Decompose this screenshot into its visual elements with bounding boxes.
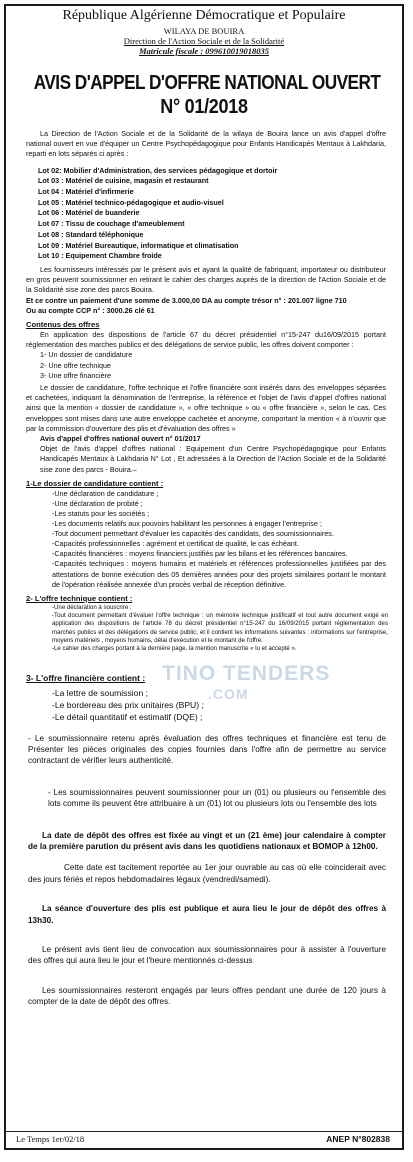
direction-name: Direction de l'Action Sociale et de la Solidarité: [123, 36, 285, 46]
lot-item: Lot 09 : Matériel Bureautique, informatique et climatisation: [38, 240, 239, 250]
suppliers-paragraph: Les fournisseurs intéressés par le présent avis et ayant la qualité de fabriquant, importateur ou distributeur en gros peuvent soumissionner en retirant le cahier des charges auprès de la direction de l'Action Sociale et de la Solidarité sise zone des parcs Bouira.: [26, 264, 386, 295]
postponement-paragraph: Cette date est tacitement reportée au 1er jour ouvrable au cas où elle coinciderait avec des jours fériés et repos hebdomadaires légaux (vendredi/samedi).: [28, 863, 386, 884]
newspaper-date: Le Temps 1er/02/18: [16, 1134, 85, 1144]
payment-ccp: Ou au compte CCP n° : 3000.26 clé 61: [26, 305, 155, 315]
intro-paragraph: La Direction de l'Action Sociale et de la Solidarité de la wilaya de Bouira lance un avis d'appel d'offre national ouvert en vue d'équiper un Centre Psychopédagogique pour Enfants Handicapés Mentaux à Lakhdaria, reparti en lots séparés ci après :: [26, 129, 386, 159]
lot-item: Lot 03 : Matériel de cuisine, magasin et restaurant: [38, 176, 209, 186]
objet-paragraph: Objet de l'avis d'appel d'offres national : Equipement d'un Centre Psychopédagogique pour Enfants Handicapés Mentaux à Lakhdaria N° Lot , Et adressées à la Direction de l'Action Sociale et de la Solidarité sise zone des parcs - Bouira.–: [40, 444, 386, 474]
candidature-item: -Les statuts pour les sociétés ;: [52, 508, 150, 518]
notice-title: AVIS D'APPEL D'OFFRE NATIONAL OUVERT: [33, 72, 381, 94]
financiere-item: -Le bordereau des prix unitaires (BPU) ;: [52, 699, 204, 710]
lot-item: Lot 04 : Matériel d'infirmerie: [38, 187, 134, 197]
financiere-item: -La lettre de soumission ;: [52, 687, 149, 698]
wilaya-name: WILAYA DE BOUIRA: [163, 26, 245, 36]
matricule-fiscale: Matricule fiscale : 099610019018035: [138, 46, 270, 56]
contenus-item: 1- Un dossier de candidature: [40, 350, 133, 360]
lot-item: Lot 07 : Tissu de couchage d'ameublement: [38, 219, 185, 229]
candidature-item: -Les documents relatifs aux pouvoirs habilitant les personnes à engager l'entreprise ;: [52, 519, 322, 529]
financiere-heading: 3- L'offre financière contient :: [26, 672, 146, 683]
republic-header: République Algérienne Démocratique et Populaire: [62, 8, 346, 23]
candidature-item: -Tout document permettant d'évaluer les capacités des candidats, des soumissionnaires.: [52, 529, 334, 539]
technique-item: -Le cahier des charges portant à la dernière page, la mention manuscrite « lu et accepté ».: [52, 645, 297, 653]
lot-item: Lot 08 : Standard téléphonique: [38, 229, 144, 239]
candidature-item: -Une déclaration de probité ;: [52, 498, 143, 508]
tender-notice: [4, 4, 404, 1150]
deposit-date-paragraph: La date de dépôt des offres est fixée au vingt et un (21 ème) jour calendaire à compter de la première parution du présent avis dans les quotidiens nationaux et BOMOP à 12h00.: [28, 830, 386, 851]
opening-session-paragraph: La séance d'ouverture des plis est publique et aura lieu le jour de dépôt des offres à 13h30.: [28, 904, 386, 925]
contenus-heading: Contenus des offres: [26, 319, 100, 329]
lots-bidding-paragraph: - Les soumissionnaires peuvent soumissionner pour un (01) ou plusieurs ou l'ensemble des lots comme ils peuvent être attribuaire à un (01) lot ou plusieurs lots ou l'ensemble des lots: [48, 787, 386, 809]
convocation-paragraph: Le présent avis tient lieu de convocation aux soumissionnaires pour à assister à l'ouverture des offres qui aura lieu le jour et l'heure mentionnés ci-dessus: [28, 944, 386, 966]
page-footer: [6, 1131, 402, 1148]
candidature-item: -Capacités financières : moyens financiers justifiés par les bilans et les références bancaires.: [52, 549, 348, 559]
envelopes-paragraph: Le dossier de candidature, l'offre technique et l'offre financière sont insérés dans des enveloppes séparées et cachetées, indiquant la dénomination de l'entreprise, la référence et l'objet de l'avis d'appel d'offres national ainsi que la mention « dossier de candidature », « offre technique » ou « offre financière », selon le cas. Ces enveloppes sont mises dans une autre enveloppe cachetée et anonyme, comportant la mention « à n'ouvrir que par la commission d'ouverture des plis et d'évaluation des offres »: [26, 382, 386, 433]
avis-reference: Avis d'appel d'offres national ouvert n° 01/2017: [40, 433, 201, 443]
lot-item: Lot 10 : Equipement Chambre froide: [38, 251, 162, 261]
candidature-heading: 1-Le dossier de candidature contient :: [26, 478, 164, 488]
financiere-item: -Le détail quantitatif et estimatif (DQE) ;: [52, 711, 203, 722]
retained-bidder-paragraph: - Le soumissionnaire retenu après évaluation des offres techniques et financière est tenu de Présenter les pièces originales des copies fournies dans l'offre afin de permettre au service contractant de vérifier leurs authenticité.: [28, 733, 386, 766]
contenus-text: En application des dispositions de l'article 67 du décret présidentiel n°15-247 du16/09/2015 portant réglementation des marches publics et des délégations de service public, les offres doivent comporter :: [26, 329, 386, 350]
lot-item: Lot 05 : Matériel technico-pédagogique et audio-visuel: [38, 197, 224, 207]
contenus-item: 2- Une offre technique: [40, 360, 111, 370]
payment-treasury: Et ce contre un paiement d'une somme de 3.000,00 DA au compte trésor n° : 201.007 ligne 710: [26, 295, 347, 305]
candidature-item: -Capacités techniques : moyens humains et matériels et références professionnelles justifiées par des attestations de bonne exécution des 05 dernières années pour des projets similaires portant le montant de l'opération réalisée annexée d'un procès verbal de réception définitive.: [52, 559, 386, 589]
validity-paragraph: Les soumissionnaires resteront engagés par leurs offres pendant une durée de 120 jours à compter de la date de dépôt des offres.: [28, 985, 386, 1007]
technique-item: -Tout document permettant d'évaluer l'offre technique : un mémoire technique justificatif et tout autre document exigé en application des dispositions de l'article 78 du décret présidentiel n°15-247 du 16/09/2015 portant réglementation des marchés publics et des délégations de service public; et il contient les informations suivantes : informations sur l'entreprise, moyens matériels , moyens humains, délai d'exécution et le montant de l'offre.: [52, 612, 388, 644]
lots-list: [38, 166, 402, 262]
candidature-item: -Capacités professionnelles : agrément et certificat de qualité, le cas échéant.: [52, 539, 299, 549]
technique-heading: 2- L'offre technique contient :: [26, 593, 133, 603]
anep-number: ANEP N°802838: [326, 1134, 390, 1144]
technique-item: -Une déclaration à souscrire ;: [52, 603, 132, 611]
notice-number: N° 01/2018: [160, 96, 248, 118]
watermark-logo: TINO TENDERS .COM: [162, 662, 331, 702]
contenus-item: 3- Une offre financière: [40, 370, 111, 380]
candidature-item: -Une déclaration de candidature ;: [52, 488, 159, 498]
lot-item: Lot 06 : Matériel de buanderie: [38, 208, 140, 218]
lot-item: Lot 02: Mobilier d'Administration, des services pédagogique et dortoir: [38, 165, 278, 175]
